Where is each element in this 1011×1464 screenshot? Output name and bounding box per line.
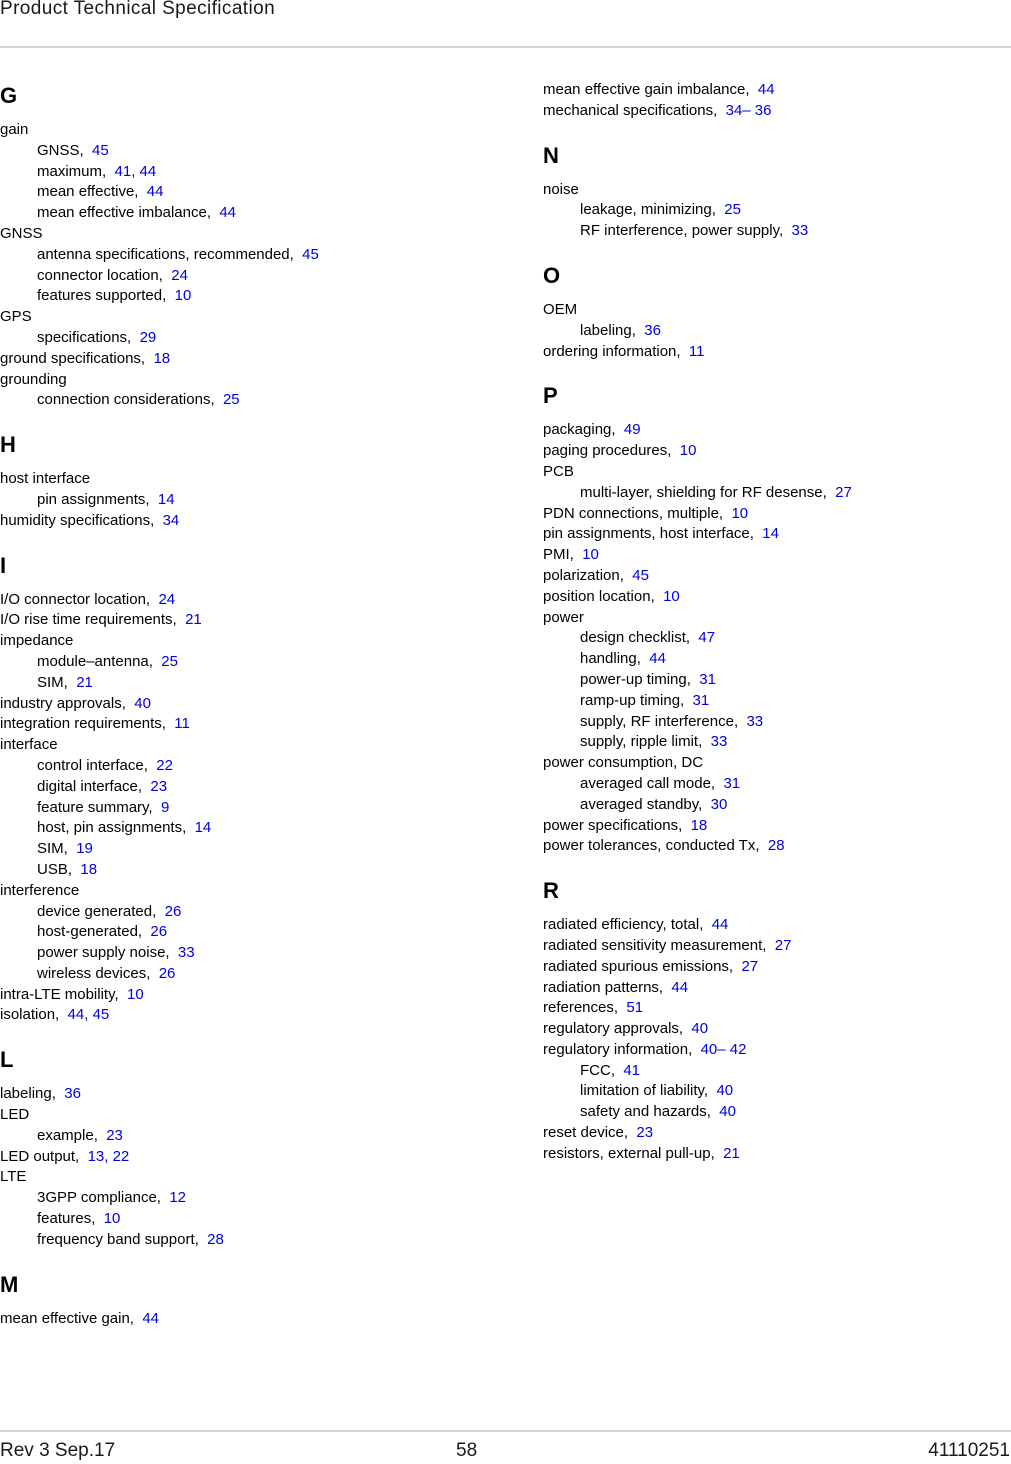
page-reference-link[interactable]: 25 [161, 652, 178, 670]
index-subentry [0, 286, 460, 307]
page-reference-link[interactable]: 14 [194, 819, 212, 837]
index-entry [0, 694, 460, 715]
entry-term: paging procedures, [543, 442, 672, 460]
entry-term: supply, ripple limit, [580, 733, 703, 751]
entry-term: mean effective, [37, 183, 139, 201]
entry-term: intra-LTE mobility, [0, 985, 119, 1003]
index-entry [0, 307, 460, 328]
index-subentry [0, 839, 460, 860]
entry-term: mechanical specifications, [543, 101, 718, 119]
entry-term: antenna specifications, recommended, [37, 245, 294, 263]
entry-term: interface [0, 736, 58, 754]
entry-term: gain [0, 121, 29, 138]
entry-term: FCC, [580, 1061, 615, 1079]
footer-revision: Rev 3 Sep.17 [0, 1440, 116, 1461]
page-reference-link[interactable]: 27 [835, 483, 852, 501]
index-subentry [543, 732, 1003, 753]
index-entry [543, 524, 1003, 545]
page-reference-link[interactable]: 26 [158, 964, 176, 982]
entry-term: I/O rise time requirements, [0, 611, 177, 629]
page-reference-link[interactable]: 34 [162, 511, 180, 529]
index-subentry [0, 245, 460, 266]
index-entry [543, 836, 1003, 857]
page-reference-link[interactable]: 28 [767, 837, 785, 855]
page-reference-link[interactable]: 10 [126, 985, 144, 1003]
entry-term: maximum, [37, 162, 107, 180]
page-reference-link[interactable]: 11 [174, 715, 190, 733]
entry-term: control interface, [37, 756, 148, 774]
index-entry [543, 180, 1003, 201]
entry-term: LED [0, 1106, 30, 1124]
entry-term: I/O connector location, [0, 590, 151, 608]
index-entry [543, 1123, 1003, 1144]
entry-term: references, [543, 999, 619, 1017]
page-reference-link[interactable]: 45 [632, 566, 649, 584]
entry-term: packaging, [543, 421, 616, 439]
page-reference-link[interactable]: 25 [222, 391, 240, 409]
page-reference-link[interactable]: 10 [103, 1210, 121, 1228]
entry-term: module–antenna, [37, 652, 153, 670]
page-reference-link[interactable]: 27 [774, 936, 792, 954]
entry-term: GNSS [0, 224, 43, 242]
index-entry [543, 545, 1003, 566]
index-entry [543, 504, 1003, 525]
index-subentry [0, 203, 460, 224]
index-subentry [0, 266, 460, 287]
index-entry [543, 420, 1003, 441]
page-reference-link[interactable]: 26 [164, 902, 182, 920]
entry-term: radiation patterns, [543, 978, 664, 996]
index-column-right [543, 80, 1003, 1165]
index-subentry [543, 200, 1003, 221]
entry-term: handling, [580, 650, 641, 668]
entry-term: ramp-up timing, [580, 691, 685, 709]
entry-term: power consumption, DC [543, 754, 704, 772]
entry-term: safety and hazards, [580, 1103, 711, 1121]
page-reference-link[interactable]: 18 [153, 349, 171, 367]
page-reference-link[interactable]: 31 [692, 691, 710, 709]
entry-term: ordering information, [543, 342, 681, 360]
page-reference-link[interactable]: 31 [723, 774, 741, 792]
index-entry [543, 816, 1003, 837]
page-reference-link[interactable]: 27 [741, 957, 759, 975]
page-reference-link[interactable]: 51 [626, 999, 644, 1017]
entry-term: GPS [0, 308, 32, 326]
index-entry [0, 610, 460, 631]
page-reference-link[interactable]: 25 [724, 201, 741, 219]
page-reference-link[interactable]: 23 [106, 1126, 123, 1144]
index-entry [543, 80, 1003, 101]
entry-term: LTE [0, 1168, 27, 1186]
entry-term: pin assignments, host interface, [543, 525, 754, 543]
entry-term: integration requirements, [0, 715, 166, 733]
index-entry [543, 101, 1003, 122]
entry-term: labeling, [580, 321, 636, 339]
index-entry [543, 441, 1003, 462]
index-subentry [0, 328, 460, 349]
entry-term: GNSS, [37, 141, 84, 159]
entry-term: impedance [0, 632, 74, 650]
index-entry [543, 978, 1003, 999]
page-reference-link[interactable]: 45 [302, 245, 319, 263]
page-reference-link[interactable]: 19 [76, 840, 93, 858]
entry-term: design checklist, [580, 629, 691, 647]
entry-term: pin assignments, [37, 490, 150, 508]
index-subentry [543, 221, 1003, 242]
entry-term: PCB [543, 462, 574, 480]
entry-term: ground specifications, [0, 349, 146, 367]
page-reference-link[interactable]: 44 [757, 81, 775, 98]
entry-term: radiated spurious emissions, [543, 957, 734, 975]
page-reference-link[interactable]: 34– 36 [725, 101, 772, 119]
index-column-left [0, 80, 460, 1329]
entry-term: features supported, [37, 287, 167, 305]
entry-term: radiated sensitivity measurement, [543, 936, 767, 954]
entry-term: leakage, minimizing, [580, 201, 716, 219]
entry-term: frequency band support, [37, 1230, 199, 1248]
entry-term: wireless devices, [37, 964, 151, 982]
index-section [543, 875, 1003, 1165]
page-reference-link[interactable]: 21 [76, 673, 93, 691]
index-entry [0, 469, 460, 490]
page-reference-link[interactable]: 30 [710, 795, 728, 813]
index-entry [0, 1309, 460, 1330]
section-letter-heading: H [0, 432, 16, 458]
entry-term: LED output, [0, 1147, 80, 1165]
page-reference-link[interactable]: 22 [156, 756, 173, 774]
entry-term: mean effective gain, [0, 1309, 134, 1327]
page-reference-link[interactable]: 41 [623, 1061, 641, 1079]
entry-term: host-generated, [37, 923, 143, 941]
index-subentry [0, 818, 460, 839]
section-letter-heading: O [543, 262, 561, 288]
section-letter-heading: I [0, 552, 7, 578]
index-subentry [543, 712, 1003, 733]
page-reference-link[interactable]: 28 [207, 1230, 224, 1248]
index-subentry [543, 774, 1003, 795]
entry-term: supply, RF interference, [580, 712, 739, 730]
index-entry [0, 511, 460, 532]
index-entry [0, 1105, 460, 1126]
entry-term: host, pin assignments, [37, 819, 187, 837]
index-subentry [543, 691, 1003, 712]
entry-term: multi-layer, shielding for RF desense, [580, 483, 827, 501]
index-subentry [543, 1061, 1003, 1082]
entry-term: OEM [543, 300, 578, 318]
page-reference-link[interactable]: 10 [663, 587, 680, 605]
entry-term: power supply noise, [37, 944, 170, 962]
entry-term: 3GPP compliance, [37, 1189, 161, 1207]
entry-term: PDN connections, multiple, [543, 504, 724, 522]
index-entry [0, 1005, 460, 1026]
page-reference-link[interactable]: 45 [92, 141, 109, 159]
index-subentry [0, 490, 460, 511]
index-subentry [0, 1126, 460, 1147]
page-reference-link[interactable]: 23 [150, 777, 168, 795]
index-subentry [0, 922, 460, 943]
index-subentry [0, 756, 460, 777]
entry-term: averaged standby, [580, 795, 703, 813]
entry-term: features, [37, 1210, 96, 1228]
page-reference-link[interactable]: 40 [134, 694, 151, 712]
index-subentry [0, 964, 460, 985]
index-entry [543, 1144, 1003, 1165]
page-reference-link[interactable]: 44, 45 [67, 1006, 110, 1024]
index-subentry [0, 162, 460, 183]
index-entry [0, 714, 460, 735]
page-reference-link[interactable]: 33 [791, 222, 809, 240]
index-entry [543, 608, 1003, 629]
entry-term: digital interface, [37, 777, 143, 795]
section-letter-heading: R [543, 878, 559, 904]
page-reference-link[interactable]: 23 [636, 1124, 654, 1142]
index-entry [543, 587, 1003, 608]
index-entry [543, 462, 1003, 483]
page-reference-link[interactable]: 11 [688, 342, 705, 360]
index-entry [543, 1019, 1003, 1040]
index-section [0, 550, 460, 1027]
index-entry [0, 735, 460, 756]
page-reference-link[interactable]: 24 [158, 590, 176, 608]
section-letter-heading: P [543, 383, 558, 409]
index-section [543, 80, 1003, 122]
section-letter-heading: G [0, 83, 18, 108]
page-reference-link[interactable]: 10 [679, 442, 697, 460]
page-reference-link[interactable]: 44 [146, 183, 164, 201]
index-entry [543, 753, 1003, 774]
index-entry [543, 915, 1003, 936]
index-subentry [0, 652, 460, 673]
entry-term: noise [543, 180, 579, 198]
entry-term: host interface [0, 470, 91, 488]
page-reference-link[interactable]: 10 [174, 287, 192, 305]
entry-term: regulatory information, [543, 1040, 693, 1058]
page-reference-link[interactable]: 13, 22 [87, 1147, 130, 1165]
index-subentry [543, 1081, 1003, 1102]
footer-page-number: 58 [456, 1440, 478, 1461]
index-subentry [543, 670, 1003, 691]
entry-term: power specifications, [543, 816, 683, 834]
index-entry [543, 300, 1003, 321]
entry-term: regulatory approvals, [543, 1020, 684, 1038]
index-subentry [543, 1102, 1003, 1123]
index-entry [0, 1167, 460, 1188]
index-subentry [543, 649, 1003, 670]
page-reference-link[interactable]: 31 [699, 670, 716, 688]
index-entry [0, 1147, 460, 1168]
entry-term: USB, [37, 860, 73, 878]
entry-term: mean effective imbalance, [37, 204, 211, 222]
index-entry [543, 998, 1003, 1019]
entry-term: power-up timing, [580, 670, 691, 688]
entry-term: connection considerations, [37, 391, 215, 409]
entry-term: PMI, [543, 546, 574, 564]
index-entry [543, 566, 1003, 587]
entry-term: RF interference, power supply, [580, 222, 784, 240]
page-reference-link[interactable]: 44 [142, 1309, 160, 1327]
entry-term: power tolerances, conducted Tx, [543, 837, 760, 855]
entry-term: resistors, external pull-up, [543, 1144, 715, 1162]
entry-term: grounding [0, 370, 67, 388]
index-entry [543, 1040, 1003, 1061]
page-reference-link[interactable]: 10 [731, 504, 749, 522]
page-reference-link[interactable]: 26 [150, 923, 168, 941]
index-subentry [0, 1188, 460, 1209]
index-entry [0, 985, 460, 1006]
entry-term: specifications, [37, 328, 132, 346]
page-reference-link[interactable]: 33 [710, 733, 728, 751]
page-reference-link[interactable]: 40– 42 [700, 1040, 747, 1058]
section-letter-heading: N [543, 142, 559, 168]
index-subentry [0, 902, 460, 923]
page-reference-link[interactable]: 14 [157, 490, 175, 508]
entry-term: feature summary, [37, 798, 153, 816]
page-reference-link[interactable]: 18 [80, 860, 98, 878]
index-entry [543, 936, 1003, 957]
entry-term: radiated efficiency, total, [543, 916, 704, 934]
index-section [543, 260, 1003, 362]
page-reference-link[interactable]: 41, 44 [114, 162, 157, 180]
index-section [0, 1044, 460, 1250]
page-reference-link[interactable]: 18 [690, 816, 708, 834]
page-reference-link[interactable]: 36 [644, 321, 661, 339]
footer-document-number: 41110251 [928, 1440, 1010, 1461]
index-subentry [0, 798, 460, 819]
page-reference-link[interactable]: 33 [746, 712, 764, 730]
index-entry [543, 957, 1003, 978]
entry-term: industry approvals, [0, 694, 126, 712]
index-entry [0, 120, 460, 141]
index-subentry [0, 1209, 460, 1230]
page-reference-link[interactable]: 12 [169, 1189, 186, 1207]
entry-term: SIM, [37, 840, 68, 858]
index-subentry [0, 943, 460, 964]
page-reference-link[interactable]: 49 [623, 421, 641, 439]
index-section [0, 80, 460, 411]
section-letter-heading: M [0, 1271, 19, 1297]
index-subentry [0, 777, 460, 798]
index-subentry [0, 673, 460, 694]
page-reference-link[interactable]: 44 [649, 650, 666, 668]
entry-term: device generated, [37, 902, 157, 920]
index-entry [0, 370, 460, 391]
entry-term: SIM, [37, 673, 68, 691]
index-subentry [0, 182, 460, 203]
index-section [543, 380, 1003, 857]
footer-rule [0, 1430, 1011, 1432]
entry-term: example, [37, 1126, 98, 1144]
index-subentry [0, 1230, 460, 1251]
page-reference-link[interactable]: 24 [171, 266, 188, 284]
page-reference-link[interactable]: 10 [582, 546, 599, 564]
index-entry [543, 342, 1003, 363]
page-reference-link[interactable]: 9 [160, 798, 170, 816]
index-entry [0, 631, 460, 652]
entry-term: polarization, [543, 566, 624, 584]
page-reference-link[interactable]: 33 [177, 944, 195, 962]
index-entry [0, 590, 460, 611]
entry-term: limitation of liability, [580, 1082, 709, 1100]
entry-term: humidity specifications, [0, 511, 155, 529]
index-section [0, 429, 460, 531]
entry-term: connector location, [37, 266, 163, 284]
page-reference-link[interactable]: 44 [219, 204, 237, 222]
page-reference-link[interactable]: 36 [64, 1085, 81, 1103]
index-section [0, 1269, 460, 1330]
section-letter-heading: L [0, 1047, 14, 1073]
index-entry [0, 881, 460, 902]
index-subentry [543, 628, 1003, 649]
page-reference-link[interactable]: 47 [698, 629, 716, 647]
index-entry [0, 1084, 460, 1105]
header-rule [0, 46, 1011, 48]
index-entry [0, 224, 460, 245]
index-subentry [543, 795, 1003, 816]
index-entry [0, 349, 460, 370]
page-reference-link[interactable]: 40 [691, 1020, 709, 1038]
entry-term: labeling, [0, 1085, 56, 1103]
entry-term: mean effective gain imbalance, [543, 81, 750, 98]
page-reference-link[interactable]: 44 [711, 916, 729, 934]
entry-term: interference [0, 881, 80, 899]
page-reference-link[interactable]: 40 [719, 1103, 736, 1121]
index-subentry [0, 860, 460, 881]
page-reference-link[interactable]: 21 [185, 611, 202, 629]
entry-term: position location, [543, 587, 655, 605]
page-reference-link[interactable]: 21 [723, 1144, 740, 1162]
page-header-title: Product Technical Specification [0, 0, 276, 19]
entry-term: isolation, [0, 1006, 60, 1024]
index-section [543, 140, 1003, 242]
entry-term: power [543, 608, 584, 626]
entry-term: reset device, [543, 1124, 629, 1142]
index-subentry [543, 321, 1003, 342]
page-reference-link[interactable]: 40 [716, 1082, 734, 1100]
page-reference-link[interactable]: 29 [139, 328, 157, 346]
index-subentry [0, 390, 460, 411]
entry-term: averaged call mode, [580, 774, 716, 792]
page-reference-link[interactable]: 14 [762, 525, 779, 543]
index-subentry [0, 141, 460, 162]
index-subentry [543, 483, 1003, 504]
page-reference-link[interactable]: 44 [671, 978, 689, 996]
